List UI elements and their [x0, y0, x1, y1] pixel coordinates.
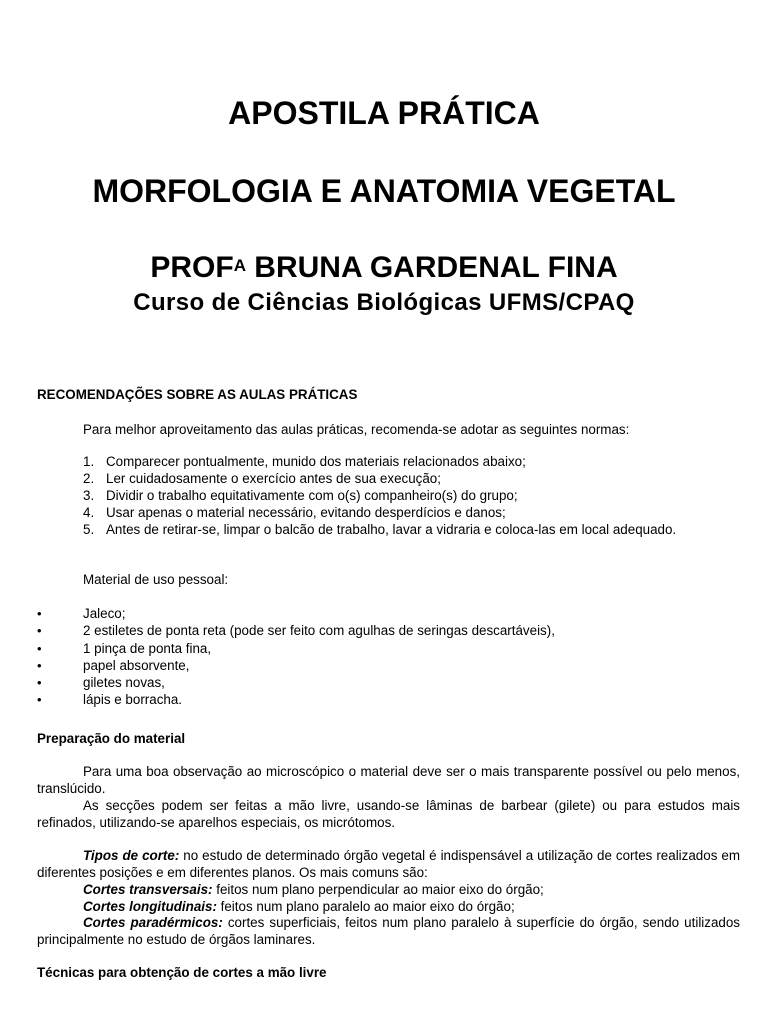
professor-line	[0, 250, 768, 286]
cut-types-paragraph	[37, 847, 740, 881]
techniques-heading: Técnicas para obtenção de cortes a mão livre	[37, 965, 327, 980]
preparation-paragraph-2: As secções podem ser feitas a mão livre, usando-se lâminas de barbear (gilete) ou para estudos mais refinados, utilizando-se aparelhos especiais, os micrótomos.	[37, 798, 740, 830]
bullet-icon: •	[37, 606, 42, 621]
recommendations-heading: RECOMENDAÇÕES SOBRE AS AULAS PRÁTICAS	[37, 387, 358, 402]
professor-name: BRUNA GARDENAL FINA	[245, 251, 618, 284]
document-title: APOSTILA PRÁTICA	[228, 95, 540, 131]
rule-item: 4. Usar apenas o material necessário, evitando desperdícios e danos;	[83, 505, 506, 520]
bullet-icon: •	[37, 657, 42, 673]
paradermic-label: Cortes paradérmicos:	[83, 915, 223, 930]
rules-list	[37, 453, 740, 538]
material-item: • Jaleco;	[37, 606, 126, 621]
material-item: • lápis e borracha.	[37, 692, 182, 708]
rule-item: 2. Ler cuidadosamente o exercício antes de sua execução;	[83, 471, 441, 486]
material-item: • 2 estiletes de ponta reta (pode ser feito com agulhas de seringas descartáveis),	[37, 623, 555, 639]
rule-item: 5. Antes de retirar-se, limpar o balcão de trabalho, lavar a vidraria e coloca-las em local adequado.	[83, 522, 677, 537]
transversal-text: feitos num plano perpendicular ao maior eixo do órgão;	[212, 882, 544, 897]
bullet-icon: •	[37, 640, 42, 656]
preparation-heading: Preparação do material	[37, 731, 186, 746]
longitudinal-cut-line	[37, 898, 740, 915]
cut-types-label: Tipos de corte:	[83, 848, 180, 863]
material-item: • papel absorvente,	[37, 657, 190, 673]
recommendations-intro: Para melhor aproveitamento das aulas práticas, recomenda-se adotar as seguintes normas:	[83, 422, 630, 437]
preparation-paragraph-1: Para uma boa observação ao microscópico o material deve ser o mais transparente possível ou pelo menos, translúcido.	[37, 764, 740, 796]
bullet-icon: •	[37, 692, 42, 708]
materials-label: Material de uso pessoal:	[83, 572, 229, 587]
transversal-label: Cortes transversais:	[83, 882, 213, 897]
material-item: • 1 pinça de ponta fina,	[37, 640, 212, 656]
longitudinal-label: Cortes longitudinais:	[83, 899, 217, 914]
bullet-icon: •	[37, 623, 42, 639]
course-line: Curso de Ciências Biológicas UFMS/CPAQ	[133, 289, 635, 316]
longitudinal-text: feitos num plano paralelo ao maior eixo do órgão;	[216, 899, 515, 914]
rule-item: 3. Dividir o trabalho equitativamente com o(s) companheiro(s) do grupo;	[83, 488, 518, 503]
rule-item: 1. Comparecer pontualmente, munido dos materiais relacionados abaixo;	[83, 454, 526, 469]
subject-title: MORFOLOGIA E ANATOMIA VEGETAL	[92, 173, 676, 209]
paradermic-text: cortes superficiais, feitos num plano paralelo à superfície do órgão, sendo utilizados principalmente no estudo de órgãos laminares.	[37, 915, 740, 947]
professor-superscript: A	[233, 256, 246, 275]
materials-list	[37, 605, 740, 709]
material-item: • giletes novas,	[37, 675, 165, 691]
bullet-icon: •	[37, 675, 42, 691]
professor-prefix: PROF	[150, 251, 234, 284]
paradermic-cut-paragraph	[37, 914, 740, 948]
cut-types-text: no estudo de determinado órgão vegetal é indispensável a utilização de cortes realizados em diferentes posições e em diferentes planos. Os mais comuns são:	[37, 848, 740, 880]
transversal-cut-line	[37, 881, 740, 898]
